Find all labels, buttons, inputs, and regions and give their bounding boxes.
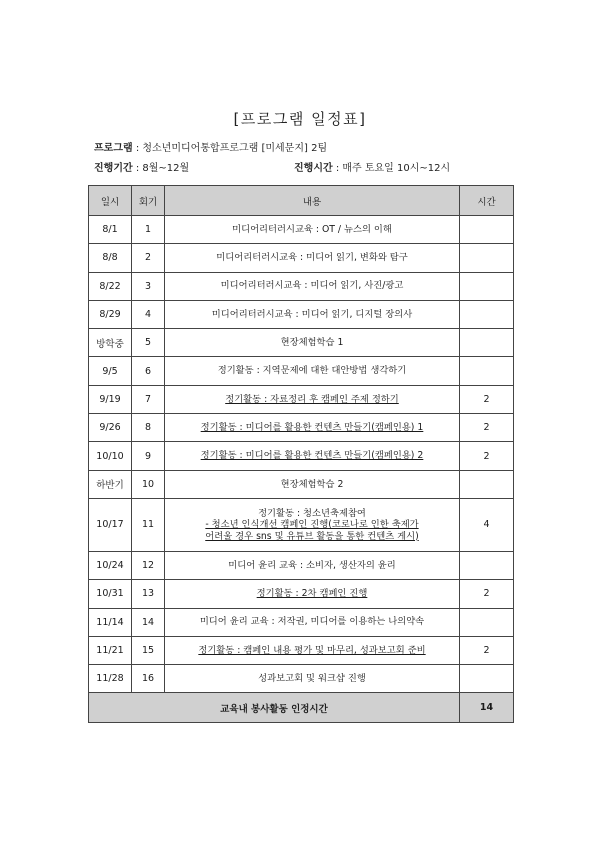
footer-label: 교육내 봉사활동 인정시간 [89, 693, 460, 723]
header-date: 일시 [89, 186, 132, 216]
row-session: 9 [132, 442, 165, 470]
table-row [89, 329, 514, 357]
header-session: 회기 [132, 186, 165, 216]
row-date: 9/26 [89, 414, 132, 442]
row-date: 9/19 [89, 385, 132, 413]
period-label: 진행기간 [94, 163, 133, 174]
table-row [89, 442, 514, 470]
row-content [165, 442, 460, 470]
table-header-row [89, 186, 514, 216]
header-hours: 시간 [460, 186, 514, 216]
row-date: 하반기 [89, 470, 132, 498]
row-session: 6 [132, 357, 165, 385]
row-content-text: 정기활동 : 자료정리 후 캠페인 주제 정하기 [225, 393, 399, 405]
row-content-line: - 청소년 인식개선 캠페인 진행(코로나로 인한 축제가 [205, 519, 419, 531]
schedule-table [88, 185, 514, 723]
row-hours [460, 329, 514, 357]
row-hours: 2 [460, 636, 514, 664]
row-hours: 4 [460, 498, 514, 551]
table-row [89, 636, 514, 664]
time-label: 진행시간 [294, 163, 333, 174]
period-info [94, 159, 189, 174]
row-content: 미디어리터러시교육 : 미디어 읽기, 변화와 탐구 [165, 244, 460, 272]
row-hours: 2 [460, 385, 514, 413]
time-info [294, 159, 450, 174]
row-session: 10 [132, 470, 165, 498]
row-session: 4 [132, 300, 165, 328]
row-hours: 2 [460, 580, 514, 608]
row-date: 10/10 [89, 442, 132, 470]
row-content [165, 414, 460, 442]
row-content: 미디어 윤리 교육 : 저작권, 미디어를 이용하는 나의약속 [165, 608, 460, 636]
row-session: 7 [132, 385, 165, 413]
program-info [94, 139, 327, 154]
row-date: 8/29 [89, 300, 132, 328]
row-hours [460, 272, 514, 300]
row-content: 미디어 윤리 교육 : 소비자, 생산자의 윤리 [165, 551, 460, 579]
row-date: 8/1 [89, 216, 132, 244]
row-content: 성과보고회 및 워크샵 진행 [165, 665, 460, 693]
row-hours [460, 470, 514, 498]
row-session: 15 [132, 636, 165, 664]
row-content-text: 정기활동 : 미디어를 활용한 컨텐츠 만들기(캠페인용) 1 [200, 421, 424, 433]
row-hours [460, 357, 514, 385]
table-row [89, 272, 514, 300]
row-hours: 2 [460, 442, 514, 470]
row-date: 8/22 [89, 272, 132, 300]
row-content: 정기활동 : 지역문제에 대한 대안방법 생각하기 [165, 357, 460, 385]
row-content [165, 385, 460, 413]
table-row [89, 216, 514, 244]
footer-total: 14 [460, 693, 514, 723]
table-row [89, 498, 514, 551]
row-date: 11/28 [89, 665, 132, 693]
table-row [89, 300, 514, 328]
header-content: 내용 [165, 186, 460, 216]
row-content [165, 498, 460, 551]
row-hours [460, 300, 514, 328]
row-date: 9/5 [89, 357, 132, 385]
program-label: 프로그램 [94, 143, 133, 154]
row-content [165, 580, 460, 608]
row-content-line: 어려울 경우 sns 및 유튜브 활동을 통한 컨텐츠 게시) [205, 530, 419, 542]
row-session: 12 [132, 551, 165, 579]
row-session: 3 [132, 272, 165, 300]
table-row [89, 244, 514, 272]
table-row [89, 357, 514, 385]
program-value: : 청소년미디어통합프로그램 [미세문지] 2팀 [132, 143, 328, 154]
row-hours [460, 665, 514, 693]
row-content: 현장체험학습 1 [165, 329, 460, 357]
row-content: 미디어리터러시교육 : 미디어 읽기, 디지털 장의사 [165, 300, 460, 328]
row-session: 5 [132, 329, 165, 357]
row-content [165, 636, 460, 664]
table-row [89, 470, 514, 498]
row-hours [460, 216, 514, 244]
row-hours [460, 551, 514, 579]
row-content: 현장체험학습 2 [165, 470, 460, 498]
period-value: : 8월~12월 [132, 163, 190, 174]
row-date: 11/14 [89, 608, 132, 636]
row-content-line: 정기활동 : 청소년축제참여 [258, 507, 366, 519]
row-content: 미디어리터러시교육 : OT / 뉴스의 이해 [165, 216, 460, 244]
row-content: 미디어리터러시교육 : 미디어 읽기, 사진/광고 [165, 272, 460, 300]
table-row [89, 385, 514, 413]
table-row [89, 608, 514, 636]
time-value: : 매주 토요일 10시~12시 [332, 163, 451, 174]
row-session: 1 [132, 216, 165, 244]
row-hours [460, 608, 514, 636]
row-content-text: 정기활동 : 미디어를 활용한 컨텐츠 만들기(캠페인용) 2 [200, 450, 424, 462]
table-row [89, 665, 514, 693]
row-date: 방학중 [89, 329, 132, 357]
page-title: [프로그램 일정표] [233, 110, 367, 128]
row-hours: 2 [460, 414, 514, 442]
row-session: 2 [132, 244, 165, 272]
row-hours [460, 244, 514, 272]
table-row [89, 551, 514, 579]
row-session: 11 [132, 498, 165, 551]
row-session: 16 [132, 665, 165, 693]
row-date: 10/31 [89, 580, 132, 608]
row-date: 10/24 [89, 551, 132, 579]
row-session: 8 [132, 414, 165, 442]
table-row [89, 414, 514, 442]
row-session: 14 [132, 608, 165, 636]
row-date: 8/8 [89, 244, 132, 272]
row-content-text: 정기활동 : 캠페인 내용 평가 및 마무리, 성과보고회 준비 [198, 644, 426, 656]
table-row [89, 580, 514, 608]
table-footer-row [89, 693, 514, 723]
row-content-text: 정기활동 : 2차 캠페인 진행 [256, 588, 368, 600]
row-session: 13 [132, 580, 165, 608]
row-date: 11/21 [89, 636, 132, 664]
row-date: 10/17 [89, 498, 132, 551]
